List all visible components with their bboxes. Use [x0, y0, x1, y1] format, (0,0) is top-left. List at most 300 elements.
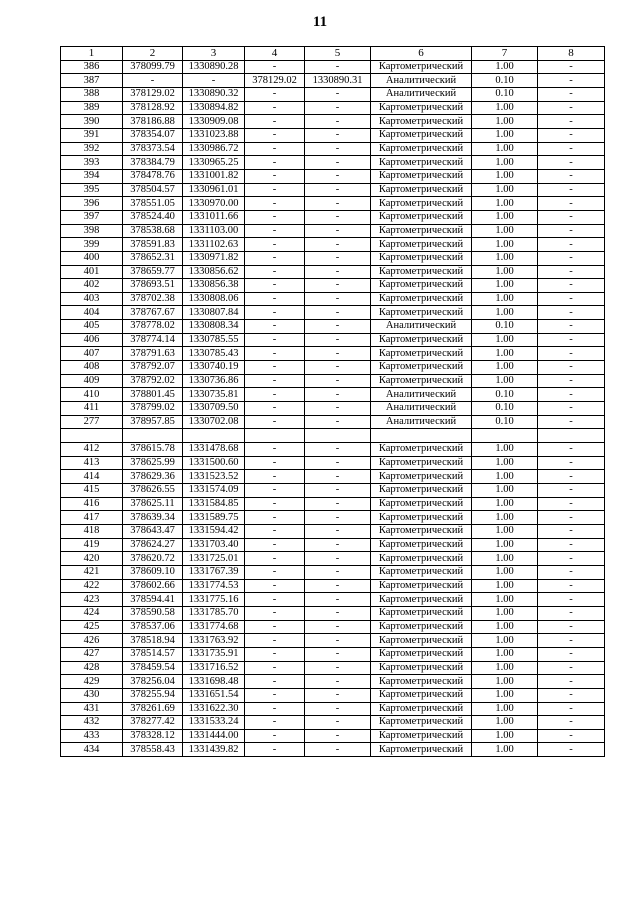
table-cell: -	[538, 552, 605, 566]
table-cell: -	[245, 415, 305, 429]
table-cell: -	[305, 524, 371, 538]
table-cell: 407	[61, 347, 123, 361]
table-cell: 387	[61, 74, 123, 88]
table-cell: 1330807.84	[183, 306, 245, 320]
table-cell: Аналитический	[371, 87, 472, 101]
table-cell: -	[245, 606, 305, 620]
table-cell	[472, 429, 538, 443]
table-cell: -	[245, 169, 305, 183]
table-cell: 1.00	[472, 620, 538, 634]
table-cell: 1.00	[472, 743, 538, 757]
table-cell: 417	[61, 511, 123, 525]
table-cell: 378518.94	[123, 634, 183, 648]
table-cell: 1330740.19	[183, 361, 245, 375]
table-cell: 390	[61, 115, 123, 129]
table-cell: 1331594.42	[183, 524, 245, 538]
table-cell: Картометрический	[371, 224, 472, 238]
table-row	[61, 620, 605, 634]
table-cell: 395	[61, 183, 123, 197]
table-cell: 1330808.06	[183, 292, 245, 306]
table-cell: 1.00	[472, 524, 538, 538]
table-cell: -	[305, 552, 371, 566]
table-cell: 1331001.82	[183, 169, 245, 183]
table-cell: -	[538, 333, 605, 347]
table-cell: -	[305, 497, 371, 511]
table-cell: 1331103.00	[183, 224, 245, 238]
table-cell: 378702.38	[123, 292, 183, 306]
table-cell: -	[245, 634, 305, 648]
table-cell: 378373.54	[123, 142, 183, 156]
table-header-row	[61, 47, 605, 61]
table-cell: -	[245, 688, 305, 702]
table-cell: Картометрический	[371, 265, 472, 279]
table-cell: -	[538, 497, 605, 511]
table-cell: -	[538, 74, 605, 88]
table-cell: -	[305, 388, 371, 402]
table-cell: -	[538, 197, 605, 211]
table-cell: 1331444.00	[183, 729, 245, 743]
table-cell: 1331500.60	[183, 456, 245, 470]
table-cell: 1.00	[472, 634, 538, 648]
table-cell: 1330808.34	[183, 320, 245, 334]
table-cell: Картометрический	[371, 511, 472, 525]
table-cell: 1330702.08	[183, 415, 245, 429]
table-cell: -	[538, 169, 605, 183]
table-cell: -	[538, 224, 605, 238]
table-cell: 378256.04	[123, 675, 183, 689]
table-cell: 1.00	[472, 169, 538, 183]
table-cell: 1.00	[472, 647, 538, 661]
table-cell: 1330961.01	[183, 183, 245, 197]
table-row	[61, 470, 605, 484]
table-cell: 1330709.50	[183, 402, 245, 416]
table-cell: -	[245, 156, 305, 170]
table-cell: -	[538, 620, 605, 634]
table-cell: 416	[61, 497, 123, 511]
table-cell: 1330894.82	[183, 101, 245, 115]
table-cell	[371, 429, 472, 443]
table-cell: 378652.31	[123, 251, 183, 265]
table-cell: 1.00	[472, 702, 538, 716]
table-cell: 1331785.70	[183, 606, 245, 620]
table-cell: 378558.43	[123, 743, 183, 757]
table-cell: -	[245, 524, 305, 538]
table-row	[61, 101, 605, 115]
table-row	[61, 251, 605, 265]
table-cell: -	[538, 115, 605, 129]
table-cell: 389	[61, 101, 123, 115]
table-cell: 378354.07	[123, 128, 183, 142]
table-cell: -	[245, 593, 305, 607]
table-cell: -	[538, 702, 605, 716]
table-cell: 0.10	[472, 415, 538, 429]
table-cell: -	[245, 320, 305, 334]
table-cell: 404	[61, 306, 123, 320]
table-cell: -	[538, 142, 605, 156]
table-row	[61, 443, 605, 457]
table-cell: -	[305, 634, 371, 648]
table-cell: 393	[61, 156, 123, 170]
table-cell: -	[245, 552, 305, 566]
table-cell: -	[305, 620, 371, 634]
table-row	[61, 524, 605, 538]
table-cell: 1331622.30	[183, 702, 245, 716]
table-cell: -	[245, 101, 305, 115]
table-cell: -	[538, 292, 605, 306]
table-row	[61, 552, 605, 566]
table-cell: -	[538, 470, 605, 484]
table-cell: 422	[61, 579, 123, 593]
table-cell: -	[305, 156, 371, 170]
table-cell: 1330856.62	[183, 265, 245, 279]
table-cell: -	[245, 388, 305, 402]
table-cell: Картометрический	[371, 634, 472, 648]
table-cell: -	[305, 306, 371, 320]
table-cell: 392	[61, 142, 123, 156]
table-cell: -	[305, 511, 371, 525]
table-cell: -	[245, 60, 305, 74]
table-row	[61, 320, 605, 334]
table-cell: -	[305, 115, 371, 129]
table-cell: -	[305, 347, 371, 361]
table-row	[61, 456, 605, 470]
table-cell: 1330890.32	[183, 87, 245, 101]
table-cell: Картометрический	[371, 484, 472, 498]
table-cell: 378261.69	[123, 702, 183, 716]
table-row	[61, 388, 605, 402]
table-row	[61, 224, 605, 238]
table-cell: 378129.02	[245, 74, 305, 88]
table-row	[61, 565, 605, 579]
table-cell: 1331023.88	[183, 128, 245, 142]
table-cell: 1331584.85	[183, 497, 245, 511]
table-cell: 415	[61, 484, 123, 498]
table-cell: 378590.58	[123, 606, 183, 620]
table-cell: 429	[61, 675, 123, 689]
table-cell: 1330785.55	[183, 333, 245, 347]
table-cell: -	[245, 306, 305, 320]
column-header: 8	[538, 47, 605, 61]
table-cell: Аналитический	[371, 402, 472, 416]
table-cell: 378504.57	[123, 183, 183, 197]
table-cell: 378615.78	[123, 443, 183, 457]
table-cell: 0.10	[472, 74, 538, 88]
table-cell: 408	[61, 361, 123, 375]
table-cell: -	[245, 197, 305, 211]
table-cell: -	[245, 729, 305, 743]
table-cell: 1.00	[472, 224, 538, 238]
table-cell: 378624.27	[123, 538, 183, 552]
table-cell: -	[245, 347, 305, 361]
table-cell: Картометрический	[371, 210, 472, 224]
table-cell: 413	[61, 456, 123, 470]
table-cell: -	[245, 402, 305, 416]
table-cell: 430	[61, 688, 123, 702]
table-cell: -	[245, 265, 305, 279]
table-cell: 1.00	[472, 565, 538, 579]
table-cell: 378626.55	[123, 484, 183, 498]
table-cell: -	[538, 675, 605, 689]
table-cell: 378328.12	[123, 729, 183, 743]
table-cell: Картометрический	[371, 606, 472, 620]
table-cell: 1330735.81	[183, 388, 245, 402]
table-row	[61, 538, 605, 552]
table-cell: 378774.14	[123, 333, 183, 347]
table-cell: 378551.05	[123, 197, 183, 211]
table-cell: -	[123, 74, 183, 88]
table-cell: 1331523.52	[183, 470, 245, 484]
table-cell: 1.00	[472, 579, 538, 593]
table-cell: -	[245, 183, 305, 197]
table-cell: Картометрический	[371, 156, 472, 170]
table-cell: -	[245, 456, 305, 470]
table-cell: 427	[61, 647, 123, 661]
table-cell: 0.10	[472, 388, 538, 402]
table-cell: 1.00	[472, 265, 538, 279]
table-cell: Картометрический	[371, 593, 472, 607]
table-cell: 277	[61, 415, 123, 429]
table-cell: 398	[61, 224, 123, 238]
table-cell: -	[305, 265, 371, 279]
table-cell: 1331651.54	[183, 688, 245, 702]
table-cell: -	[305, 402, 371, 416]
table-cell: 1.00	[472, 292, 538, 306]
table-cell: -	[538, 593, 605, 607]
table-row	[61, 238, 605, 252]
table-cell: -	[538, 361, 605, 375]
table-cell: 433	[61, 729, 123, 743]
table-cell: -	[538, 579, 605, 593]
table-cell: 1330909.08	[183, 115, 245, 129]
table-cell: -	[305, 279, 371, 293]
table-cell: 378591.83	[123, 238, 183, 252]
table-cell: Картометрический	[371, 552, 472, 566]
table-cell: -	[538, 87, 605, 101]
table-cell: 418	[61, 524, 123, 538]
column-header: 5	[305, 47, 371, 61]
table-cell: -	[245, 279, 305, 293]
table-cell: -	[245, 511, 305, 525]
table-cell: 1.00	[472, 729, 538, 743]
table-cell: 1.00	[472, 101, 538, 115]
table-cell: -	[245, 333, 305, 347]
table-row	[61, 374, 605, 388]
table-cell: -	[305, 128, 371, 142]
table-cell: 1330890.31	[305, 74, 371, 88]
table-cell: -	[245, 497, 305, 511]
table-cell: 0.10	[472, 320, 538, 334]
table-cell: 378778.02	[123, 320, 183, 334]
table-row	[61, 743, 605, 757]
table-cell: -	[305, 169, 371, 183]
table-cell: 1330970.00	[183, 197, 245, 211]
table-cell: 378594.41	[123, 593, 183, 607]
table-row	[61, 279, 605, 293]
table-row	[61, 593, 605, 607]
table-cell: 396	[61, 197, 123, 211]
table-cell: Картометрический	[371, 101, 472, 115]
table-cell: -	[245, 647, 305, 661]
table-cell	[61, 429, 123, 443]
table-cell: -	[538, 347, 605, 361]
table-cell: -	[305, 320, 371, 334]
table-cell: 378767.67	[123, 306, 183, 320]
table-cell: -	[245, 675, 305, 689]
table-cell: -	[305, 87, 371, 101]
table-cell: -	[305, 579, 371, 593]
table-cell: -	[183, 74, 245, 88]
table-cell: 434	[61, 743, 123, 757]
table-cell: 378277.42	[123, 716, 183, 730]
table-cell: 1331767.39	[183, 565, 245, 579]
table-cell: 1331533.24	[183, 716, 245, 730]
table-cell: -	[245, 538, 305, 552]
table-cell: 431	[61, 702, 123, 716]
table-cell: -	[305, 333, 371, 347]
table-cell: -	[538, 688, 605, 702]
table-row	[61, 265, 605, 279]
table-cell: 425	[61, 620, 123, 634]
table-row	[61, 115, 605, 129]
table-cell: -	[538, 156, 605, 170]
table-cell: 378629.36	[123, 470, 183, 484]
table-cell: 432	[61, 716, 123, 730]
table-cell: 1.00	[472, 128, 538, 142]
table-cell: -	[538, 634, 605, 648]
table-cell: 400	[61, 251, 123, 265]
table-cell: -	[305, 415, 371, 429]
column-header: 1	[61, 47, 123, 61]
table-row	[61, 415, 605, 429]
table-row	[61, 661, 605, 675]
table-cell: -	[305, 606, 371, 620]
table-cell: -	[538, 279, 605, 293]
table-cell: Картометрический	[371, 115, 472, 129]
table-cell: -	[538, 306, 605, 320]
table-cell: Картометрический	[371, 128, 472, 142]
table-cell: -	[245, 661, 305, 675]
table-cell: 1.00	[472, 661, 538, 675]
table-cell: -	[305, 183, 371, 197]
table-cell: -	[538, 238, 605, 252]
table-cell: 1.00	[472, 60, 538, 74]
table-cell: 1330971.82	[183, 251, 245, 265]
table-cell: 419	[61, 538, 123, 552]
table-cell: 1.00	[472, 484, 538, 498]
table-cell: -	[538, 388, 605, 402]
table-cell: 1.00	[472, 183, 538, 197]
table-row	[61, 688, 605, 702]
table-cell: 406	[61, 333, 123, 347]
table-row	[61, 497, 605, 511]
table-cell: -	[245, 292, 305, 306]
table-cell: Картометрический	[371, 169, 472, 183]
table-cell: 1.00	[472, 675, 538, 689]
table-cell	[305, 429, 371, 443]
table-cell: -	[538, 511, 605, 525]
table-row	[61, 333, 605, 347]
table-cell: 1.00	[472, 210, 538, 224]
table-cell: -	[305, 210, 371, 224]
table-cell: Картометрический	[371, 497, 472, 511]
table-cell: 1331574.09	[183, 484, 245, 498]
table-cell: -	[538, 101, 605, 115]
table-cell: -	[305, 101, 371, 115]
table-row	[61, 729, 605, 743]
table-cell: -	[538, 716, 605, 730]
table-cell: 378620.72	[123, 552, 183, 566]
table-cell: Картометрический	[371, 647, 472, 661]
table-cell: -	[538, 565, 605, 579]
table-cell	[123, 429, 183, 443]
table-cell: -	[245, 87, 305, 101]
table-cell: 378459.54	[123, 661, 183, 675]
table-cell: Аналитический	[371, 388, 472, 402]
table-cell: -	[538, 374, 605, 388]
table-cell: Картометрический	[371, 565, 472, 579]
table-cell: -	[305, 443, 371, 457]
table-cell: -	[305, 688, 371, 702]
table-cell: -	[305, 729, 371, 743]
table-cell: Картометрический	[371, 743, 472, 757]
table-cell: Картометрический	[371, 238, 472, 252]
table-cell: -	[305, 238, 371, 252]
table-cell: Картометрический	[371, 579, 472, 593]
table-cell: 1330856.38	[183, 279, 245, 293]
table-cell: 1.00	[472, 456, 538, 470]
table-cell: -	[305, 224, 371, 238]
table-cell: 402	[61, 279, 123, 293]
table-cell: 1331775.16	[183, 593, 245, 607]
table-cell: -	[305, 538, 371, 552]
table-cell: 378478.76	[123, 169, 183, 183]
table-cell: 378791.63	[123, 347, 183, 361]
table-row	[61, 402, 605, 416]
table-cell: 401	[61, 265, 123, 279]
table-cell: Аналитический	[371, 320, 472, 334]
table-cell: 411	[61, 402, 123, 416]
table-row	[61, 197, 605, 211]
table-cell: Аналитический	[371, 415, 472, 429]
table-cell: 426	[61, 634, 123, 648]
table-cell: Картометрический	[371, 60, 472, 74]
table-row	[61, 634, 605, 648]
table-cell: 1331589.75	[183, 511, 245, 525]
table-cell: Картометрический	[371, 292, 472, 306]
column-header: 3	[183, 47, 245, 61]
table-cell: 0.10	[472, 87, 538, 101]
table-cell: 424	[61, 606, 123, 620]
table-cell: Картометрический	[371, 456, 472, 470]
table-row	[61, 87, 605, 101]
table-cell: Картометрический	[371, 142, 472, 156]
table-cell: 403	[61, 292, 123, 306]
table-cell: 428	[61, 661, 123, 675]
table-cell: 1.00	[472, 606, 538, 620]
table-cell: 378602.66	[123, 579, 183, 593]
table-cell: -	[538, 320, 605, 334]
table-cell: Картометрический	[371, 620, 472, 634]
table-cell: 1331774.68	[183, 620, 245, 634]
table-cell: -	[538, 661, 605, 675]
table-cell: -	[538, 415, 605, 429]
table-cell: 0.10	[472, 402, 538, 416]
table-cell: -	[245, 224, 305, 238]
table-row	[61, 210, 605, 224]
table-row	[61, 128, 605, 142]
table-cell: 1331735.91	[183, 647, 245, 661]
table-cell: -	[305, 565, 371, 579]
